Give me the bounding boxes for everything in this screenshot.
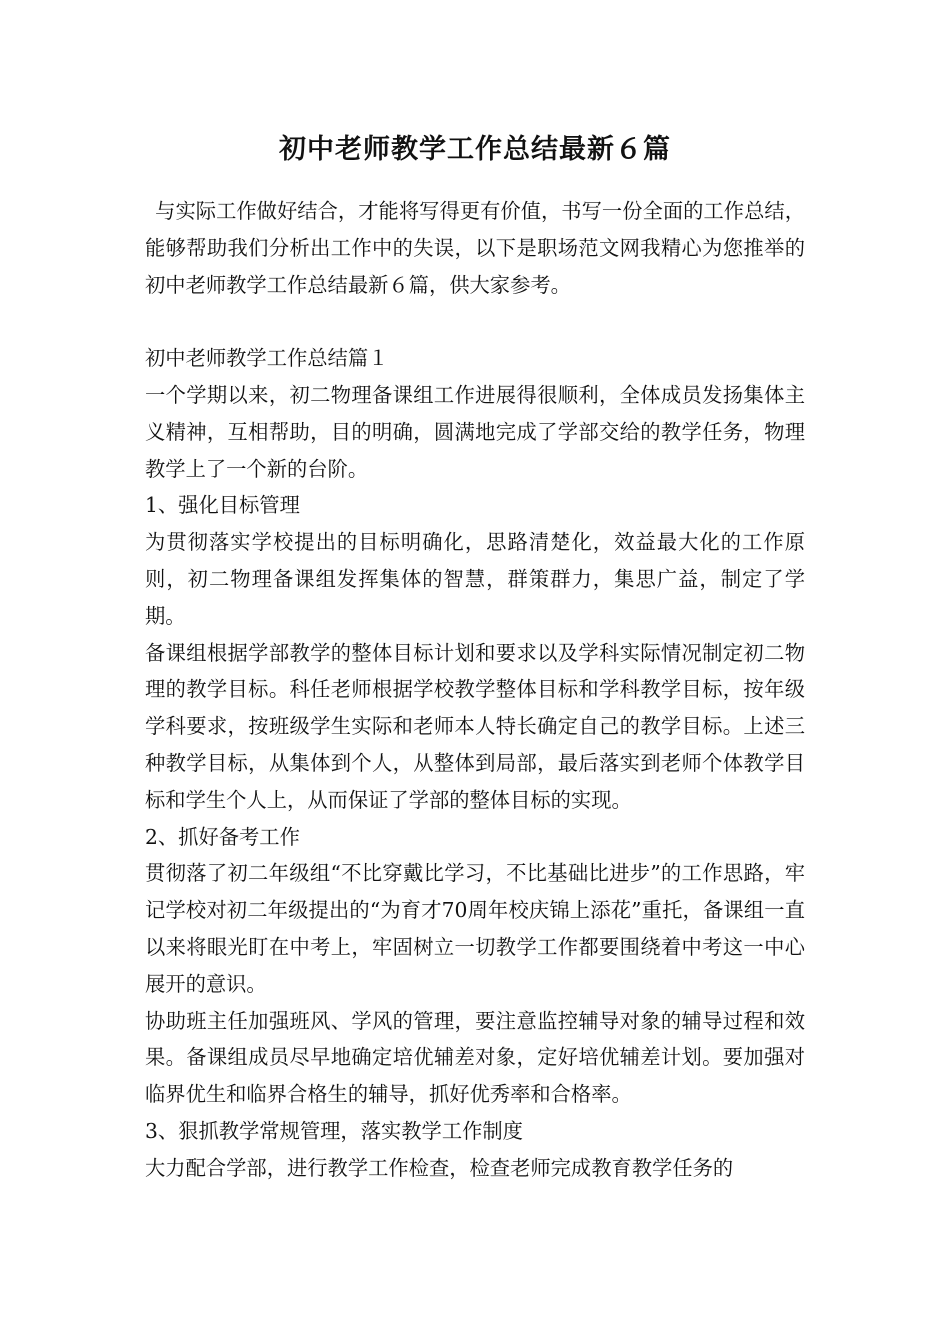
document-title: 初中老师教学工作总结最新６篇 — [279, 134, 671, 165]
paragraph: 一个学期以来，初二物理备课组工作进展得很顺利，全体成员发扬集体主义精神，互相帮助，目的明确，圆满地完成了学部交给的教学任务，物理教学上了一个新的台阶。 — [145, 382, 805, 481]
subheading-2: 2、抓好备考工作 — [145, 824, 300, 849]
document-body — [145, 193, 805, 1187]
section-heading-article-1: 初中老师教学工作总结篇１ — [145, 346, 389, 371]
paragraph: 大力配合学部，进行教学工作检查，检查老师完成教育教学任务的 — [145, 1155, 734, 1180]
paragraph: 为贯彻落实学校提出的目标明确化，思路清楚化，效益最大化的工作原则，初二物理备课组发挥集体的智慧，群策群力，集思广益，制定了学期。 — [145, 530, 805, 628]
subheading-1: 1、强化目标管理 — [145, 493, 300, 518]
paragraph: 贯彻落了初二年级组“不比穿戴比学习，不比基础比进步”的工作思路，牢记学校对初二年级提出的“为育才70周年校庆锦上添花”重托，备课组一直以来将眼光盯在中考上，牢固树立一切教学工作都要围绕着中考这一中心展开的意识。 — [145, 861, 805, 996]
paragraph: 协助班主任加强班风、学风的管理，要注意监控辅导对象的辅导过程和效果。备课组成员尽早地确定培优辅差对象，定好培优辅差计划。要加强对临界优生和临界合格生的辅导，抓好优秀率和合格率。 — [145, 1008, 805, 1107]
subheading-3: 3、狠抓教学常规管理，落实教学工作制度 — [145, 1118, 523, 1143]
intro-paragraph: 与实际工作做好结合，才能将写得更有价值，书写一份全面的工作总结，能够帮助我们分析出工作中的失误，以下是职场范文网我精心为您推举的初中老师教学工作总结最新６篇，供大家参考。 — [145, 199, 805, 297]
paragraph: 备课组根据学部教学的整体目标计划和要求以及学科实际情况制定初二物理的教学目标。科任老师根据学校教学整体目标和学科教学目标，按年级学科要求，按班级学生实际和老师本人特长确定自己的教学目标。上述三种教学目标，从集体到个人，从整体到局部，最后落实到老师个体教学目标和学生个人上，从而保证了学部的整体目标的实现。 — [145, 640, 805, 812]
